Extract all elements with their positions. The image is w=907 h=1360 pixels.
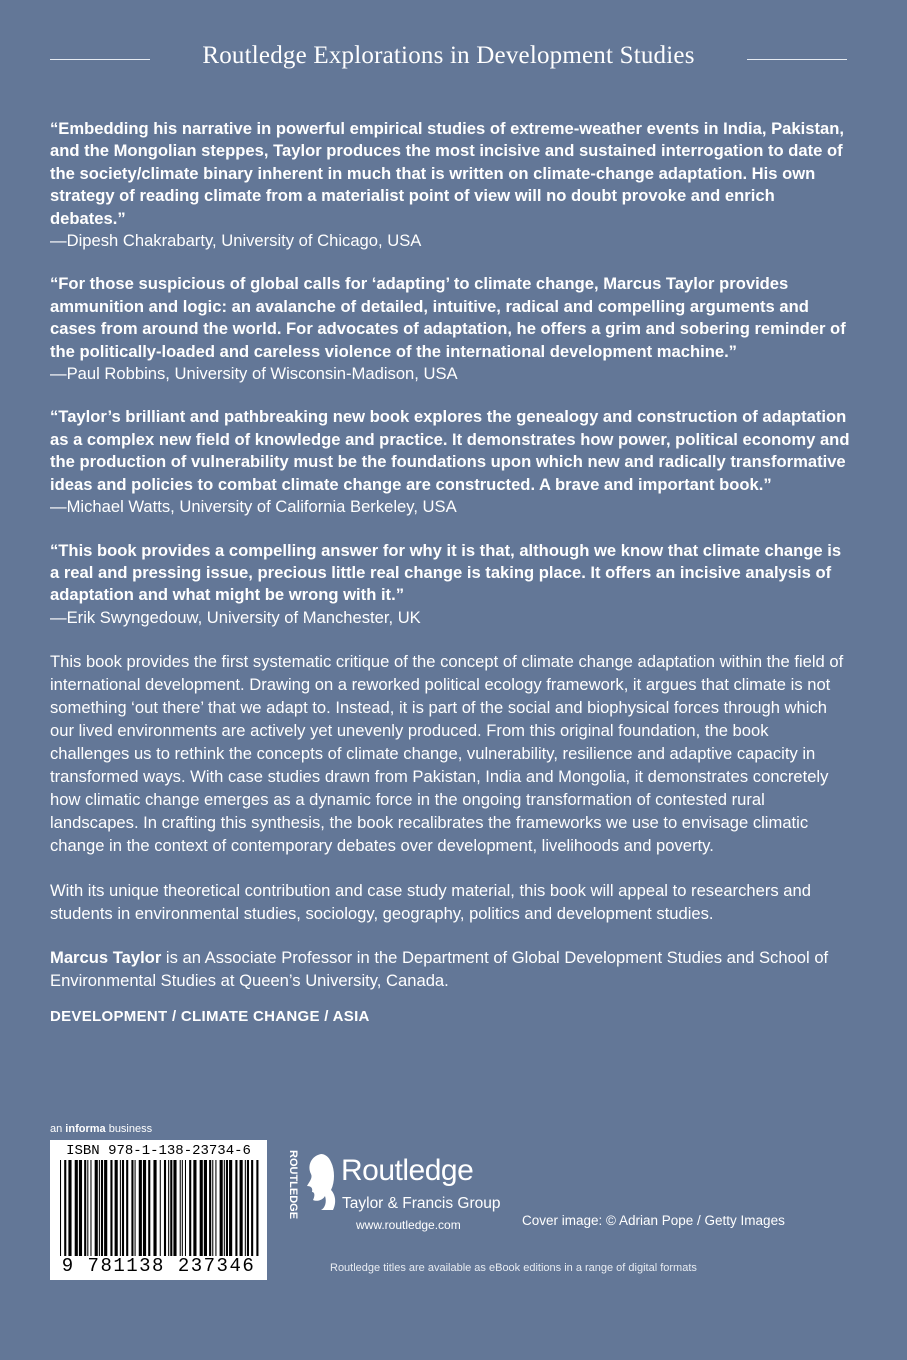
barcode-bars	[58, 1160, 259, 1256]
barcode-bar	[173, 1160, 176, 1256]
barcode-bar	[64, 1160, 66, 1256]
barcode-bar	[126, 1160, 128, 1256]
barcode-bar	[115, 1160, 118, 1256]
series-header	[50, 42, 847, 78]
barcode-bar	[235, 1160, 237, 1256]
barcode-bar	[164, 1160, 166, 1256]
barcode-bar	[209, 1160, 211, 1256]
barcode-bar	[153, 1160, 156, 1256]
series-title: Routledge Explorations in Development Studies	[202, 42, 695, 69]
endorsement	[50, 406, 850, 518]
barcode-bar	[182, 1160, 183, 1256]
series-rule-right	[747, 59, 847, 60]
cover-credit: Cover image: © Adrian Pope / Getty Images	[522, 1213, 785, 1228]
endorsement-text: “Embedding his narrative in powerful empirical studies of extreme-weather events in India, Pakistan, and the Mongolian steppes, Taylor produces the most incisive and sustained interrogation to date of the society/climate binary inherent in much that is written on climate-change adaptation. His own strategy of reading climate from a materialist point of view will no doubt provoke and enrich debates.”	[50, 119, 844, 228]
barcode-bar	[104, 1160, 107, 1256]
informa-brand: informa	[65, 1123, 106, 1135]
barcode-bar	[143, 1160, 146, 1256]
barcode-bar	[79, 1160, 82, 1256]
barcode-bar	[101, 1160, 103, 1256]
barcode-bar	[215, 1160, 216, 1256]
informa-prefix: an	[50, 1123, 66, 1135]
barcode-bar	[120, 1160, 121, 1256]
subject-categories: DEVELOPMENT / CLIMATE CHANGE / ASIA	[50, 1008, 370, 1026]
barcode-bar	[95, 1160, 98, 1256]
barcode-bar	[90, 1160, 91, 1256]
barcode-bar	[247, 1160, 249, 1256]
barcode-bar	[135, 1160, 136, 1256]
publisher-vertical-mark	[283, 1150, 301, 1222]
barcode-bar	[131, 1160, 133, 1256]
ebook-note: Routledge titles are available as eBook editions in a range of digital formats	[330, 1262, 697, 1274]
publisher-name: Routledge	[341, 1154, 474, 1187]
barcode-digits: 9 781138 237346	[61, 1255, 256, 1277]
barcode-bar	[99, 1160, 100, 1256]
endorsement	[50, 118, 850, 252]
barcode-bar	[110, 1160, 112, 1256]
publisher-vertical-text: ROUTLEDGE	[287, 1150, 299, 1220]
informa-tagline	[50, 1123, 152, 1135]
barcode-bar	[170, 1160, 172, 1256]
publisher-logo	[283, 1150, 523, 1240]
barcode-bar	[160, 1160, 161, 1256]
barcode-bar	[75, 1160, 78, 1256]
isbn-label: ISBN 978-1-138-23734-6	[66, 1143, 251, 1159]
barcode-bar	[139, 1160, 142, 1256]
publisher-group: Taylor & Francis Group	[342, 1195, 501, 1212]
author-name: Marcus Taylor	[50, 948, 162, 968]
barcode-bar	[180, 1160, 181, 1256]
barcode-bar	[224, 1160, 225, 1256]
barcode-bar	[251, 1160, 253, 1256]
audience-statement: With its unique theoretical contribution and case study material, this book will appeal to researchers and students in environmental studies, sociology, geography, politics and development studies.	[50, 881, 811, 924]
barcode-bar	[204, 1160, 207, 1256]
barcode-bar	[240, 1160, 243, 1256]
barcode-bar	[189, 1160, 191, 1256]
back-cover-text	[50, 118, 850, 1025]
endorsement-attribution: —Dipesh Chakrabarty, University of Chicago, USA	[50, 231, 422, 251]
barcode-bar	[229, 1160, 232, 1256]
barcode-bar	[68, 1160, 71, 1256]
author-bio	[50, 947, 850, 992]
endorsement-attribution: —Michael Watts, University of California Berkeley, USA	[50, 497, 457, 517]
barcode-bar	[148, 1160, 150, 1256]
barcode-bar	[256, 1160, 258, 1256]
endorsement	[50, 540, 850, 630]
barcode-bar	[168, 1160, 169, 1256]
barcode-bar	[220, 1160, 223, 1256]
author-bio-text: is an Associate Professor in the Department of Global Development Studies and School of Environmental Studies at Queen’s University, Canada.	[50, 948, 829, 990]
endorsement-text: “This book provides a compelling answer for why it is that, although we know that climate change is a real and pressing issue, precious little real change is taking place. It offers an incisive analysis of adaptation and what might be wrong with it.”	[50, 540, 842, 605]
barcode-bar	[185, 1160, 186, 1256]
barcode-bar	[193, 1160, 196, 1256]
barcode-bar	[245, 1160, 246, 1256]
routledge-head-icon	[303, 1152, 337, 1212]
publisher-url: www.routledge.com	[356, 1218, 461, 1232]
endorsement-text: “Taylor’s brilliant and pathbreaking new book explores the genealogy and construction of adaptation as a complex new field of knowledge and practice. It demonstrates how power, political economy and the production of vulnerability must be the foundations upon which new and radically transformative ideas and policies to combat climate change are constructed. A brave and important book.”	[50, 407, 850, 494]
endorsement-attribution: —Erik Swyngedouw, University of Manchester, UK	[50, 607, 421, 627]
barcode-bar	[87, 1160, 88, 1256]
barcode-bar	[212, 1160, 213, 1256]
barcode-bar	[60, 1160, 61, 1256]
barcode-bar	[200, 1160, 203, 1256]
endorsement	[50, 273, 850, 385]
barcode-bar	[226, 1160, 228, 1256]
book-description: This book provides the first systematic critique of the concept of climate change adaptation within the field of international development. Drawing on a reworked political ecology framework, it argues that climate is not something ‘out there’ that we adapt to. Instead, it is part of the social and biophysical forces through which our lived environments are actively yet unevenly produced. From this original foundation, the book challenges us to rethink the concepts of climate change, vulnerability, resilience and adaptive capacity in transformed ways. With case studies drawn from Pakistan, India and Mongolia, it demonstrates concretely how climatic change emerges as a dynamic force in the ongoing transformation of contested rural landscapes. In crafting this synthesis, the book recalibrates the frameworks we use to envisage climatic change in the context of contemporary debates over development, livelihoods and poverty.	[50, 652, 844, 856]
barcode-bar	[84, 1160, 86, 1256]
isbn-barcode	[50, 1140, 267, 1280]
endorsement-attribution: —Paul Robbins, University of Wisconsin-Madison, USA	[50, 364, 458, 384]
endorsement-text: “For those suspicious of global calls for ‘adapting’ to climate change, Marcus Taylor provides ammunition and logic: an avalanche of detailed, intuitive, radical and compelling arguments and cases from around the world. For advocates of adaptation, he offers a grim and sobering reminder of the politically-loaded and careless violence of the international development machine.”	[50, 274, 846, 361]
informa-suffix: business	[105, 1123, 153, 1135]
barcode-bar	[122, 1160, 124, 1256]
